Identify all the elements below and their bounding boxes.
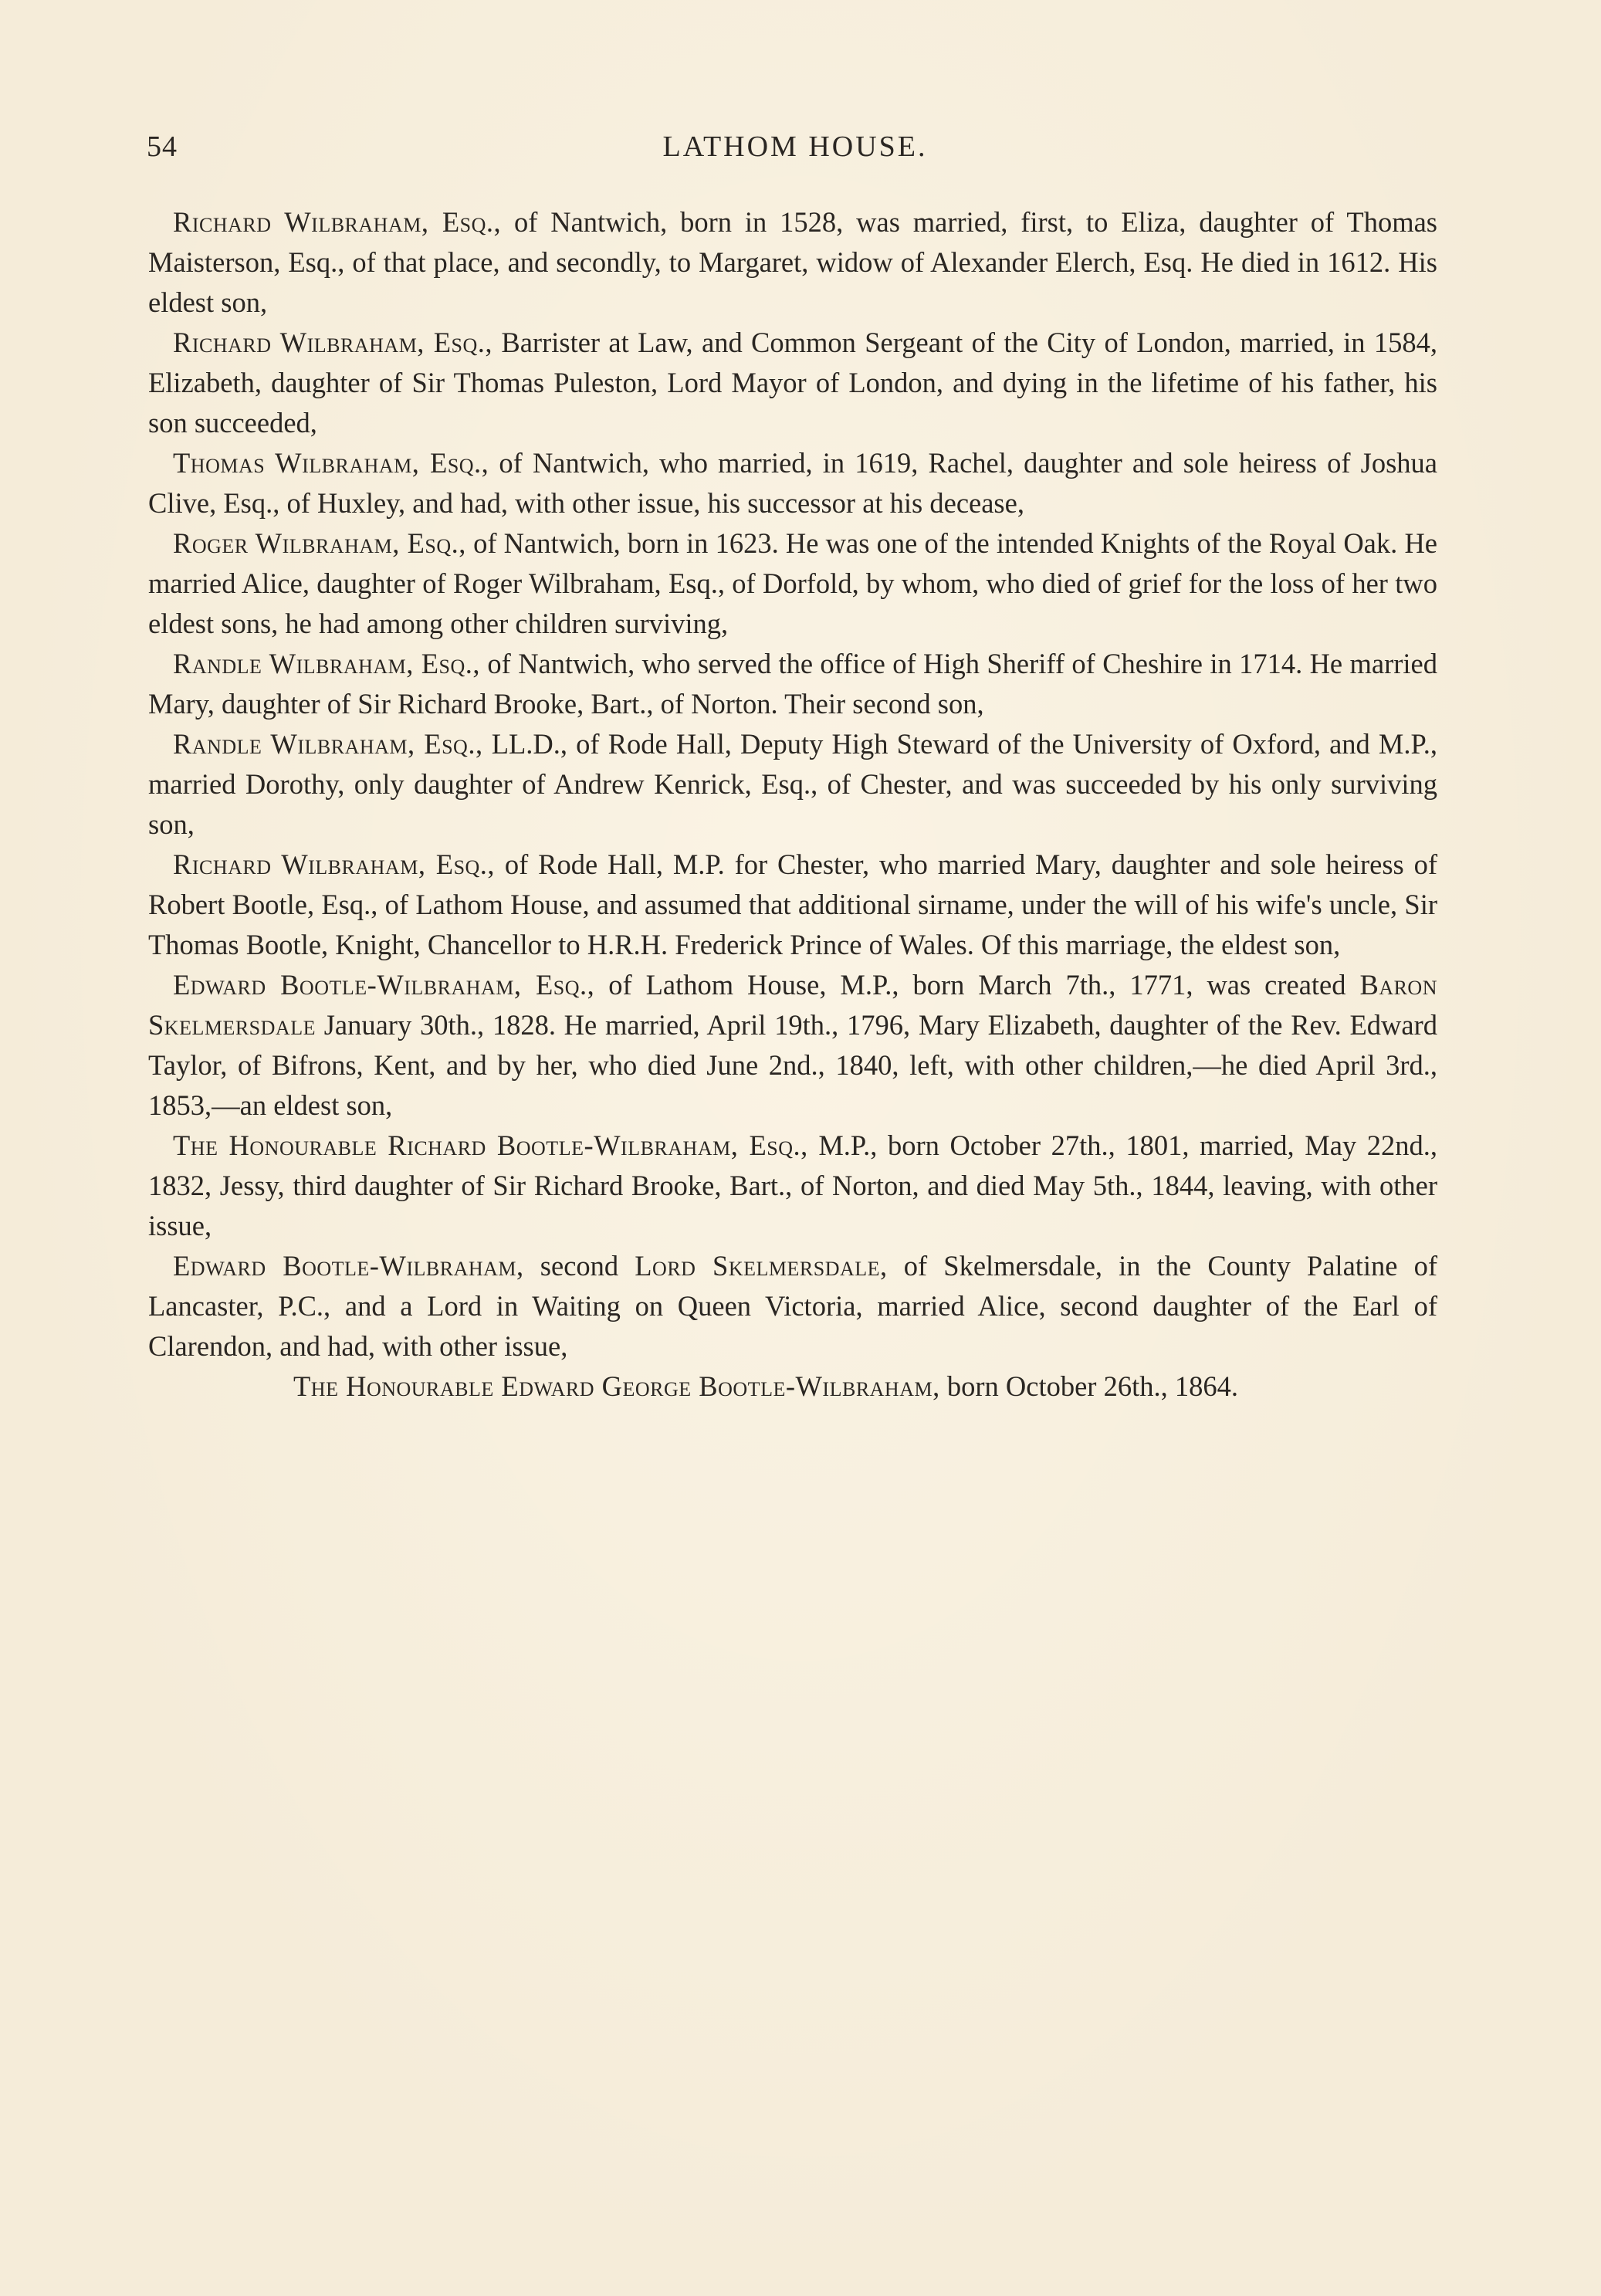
paragraph-richard-wilbraham-barrister [148, 323, 1437, 443]
person-name: Roger Wilbraham, Esq., [173, 527, 466, 559]
person-name: Thomas Wilbraham, Esq., [173, 447, 489, 479]
paragraph-richard-wilbraham-1528 [148, 202, 1437, 323]
person-name: The Honourable Edward George Bootle-Wilbraham, [293, 1370, 940, 1402]
paragraph-text: of Nantwich, born in 1528, was married, first, to Eliza, daughter of Thomas Maisterson, Esq., of that place, and secondly, to Margaret, widow of Alexander Elerch, Esq. He died in 1612. His eldest son, [148, 206, 1437, 318]
person-name: Edward Bootle-Wilbraham, Esq., [173, 969, 595, 1001]
paragraph-thomas-wilbraham [148, 443, 1437, 523]
running-title: LATHOM HOUSE. [662, 130, 928, 163]
paragraph-text: of Nantwich, who married, in 1619, Rachel, daughter and sole heiress of Joshua Clive, Esq., of Huxley, and had, with other issue, his successor at his decease, [148, 447, 1437, 519]
paragraph-honourable-richard-bootle-wilbraham [148, 1126, 1437, 1246]
paragraph-randle-wilbraham-lld [148, 724, 1437, 845]
genealogy-text [148, 202, 1437, 1407]
paragraph-edward-second-lord-skelmersdale [148, 1246, 1437, 1366]
person-name: Richard Wilbraham, Esq., [173, 848, 496, 880]
peerage-title: Baron Skelmersdale [148, 969, 1437, 1041]
person-name: Randle Wilbraham, Esq., [173, 728, 483, 760]
person-name: Edward Bootle-Wilbraham, [173, 1250, 524, 1282]
paragraph-text: M.P., born October 27th., 1801, married, May 22nd., 1832, Jessy, third daughter of Sir Richard Brooke, Bart., of Norton, and died May 5th., 1844, leaving, with other issue, [148, 1129, 1437, 1241]
peerage-title: Lord Skelmersdale, [635, 1250, 888, 1282]
paragraph-text: January 30th., 1828. He married, April 19th., 1796, Mary Elizabeth, daughter of the Rev. Edward Taylor, of Bifrons, Kent, and by her, who died June 2nd., 1840, left, with other children,—he died April 3rd., 1853,—an eldest son, [148, 1009, 1437, 1121]
paragraph-text: of Nantwich, who served the office of High Sheriff of Cheshire in 1714. He married Mary, daughter of Sir Richard Brooke, Bart., of Norton. Their second son, [148, 648, 1437, 720]
paragraph-text: of Nantwich, born in 1623. He was one of the intended Knights of the Royal Oak. He married Alice, daughter of Roger Wilbraham, Esq., of Dorfold, by whom, who died of grief for the loss of her two eldest sons, he had among other children surviving, [148, 527, 1438, 639]
person-name: The Honourable Richard Bootle-Wilbraham, Esq., [173, 1129, 808, 1161]
person-name: Richard Wilbraham, Esq., [173, 206, 502, 238]
paragraph-text-before: second [523, 1250, 635, 1282]
page-header [147, 130, 1444, 176]
paragraph-honourable-edward-george [148, 1366, 1437, 1407]
paragraph-edward-bootle-wilbraham [148, 965, 1437, 1126]
paragraph-text-before: of Lathom House, M.P., born March 7th., 1771, was created [594, 969, 1360, 1001]
paragraph-richard-wilbraham-rode-hall [148, 845, 1437, 965]
paragraph-roger-wilbraham [148, 523, 1437, 644]
paragraph-text: LL.D., of Rode Hall, Deputy High Steward of the University of Oxford, and M.P., married Dorothy, only daughter of Andrew Kenrick, Esq., of Chester, and was succeeded by his only surviving son, [148, 728, 1438, 840]
paragraph-text: born October 26th., 1864. [939, 1370, 1238, 1402]
person-name: Randle Wilbraham, Esq., [173, 648, 481, 679]
person-name: Richard Wilbraham, Esq., [173, 327, 493, 358]
page-number: 54 [147, 130, 178, 163]
paragraph-text: Barrister at Law, and Common Sergeant of the City of London, married, in 1584, Elizabeth, daughter of Sir Thomas Puleston, Lord Mayor of London, and dying in the lifetime of his father, his son succeeded, [148, 327, 1437, 439]
paragraph-text: of Rode Hall, M.P. for Chester, who married Mary, daughter and sole heiress of Robert Bootle, Esq., of Lathom House, and assumed that additional sirname, under the will of his wife's uncle, Sir Thomas Bootle, Knight, Chancellor to H.R.H. Frederick Prince of Wales. Of this marriage, the eldest son, [148, 848, 1437, 960]
paragraph-randle-wilbraham-sheriff [148, 644, 1437, 724]
paragraph-text: of Skelmersdale, in the County Palatine of Lancaster, P.C., and a Lord in Waiting on Queen Victoria, married Alice, second daughter of the Earl of Clarendon, and had, with other issue, [148, 1250, 1438, 1362]
